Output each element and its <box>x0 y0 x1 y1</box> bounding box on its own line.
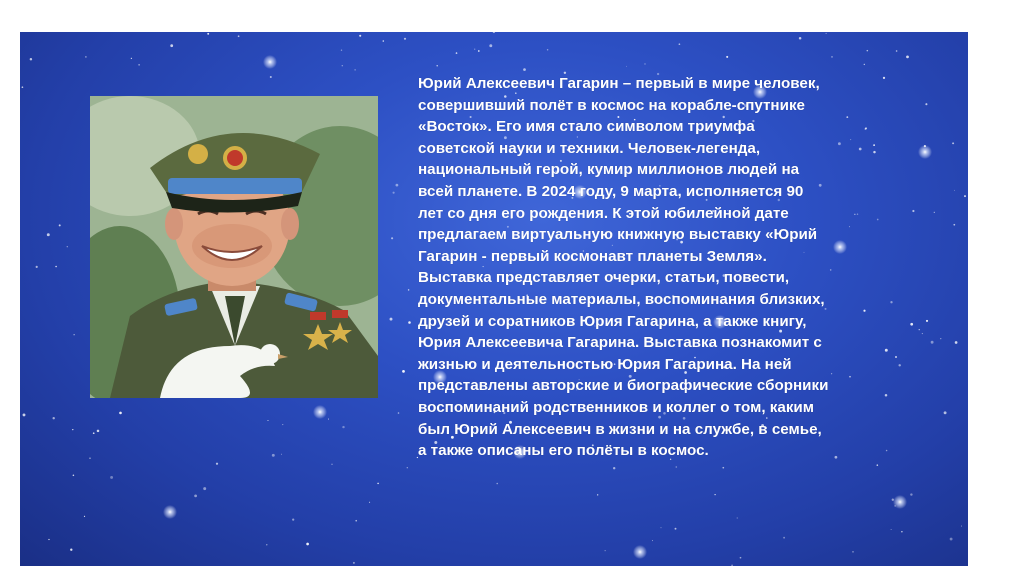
star <box>891 529 892 530</box>
star <box>306 543 309 546</box>
star <box>493 32 495 33</box>
presentation-slide <box>20 32 968 566</box>
star <box>864 64 865 65</box>
star <box>30 58 32 60</box>
star <box>281 454 282 455</box>
star <box>675 466 677 468</box>
star <box>613 467 615 469</box>
description-line: а также описаны его полёты в космос. <box>418 442 709 460</box>
star <box>952 142 954 144</box>
star <box>831 56 833 58</box>
star <box>353 562 355 564</box>
star <box>355 520 357 522</box>
star <box>626 66 627 67</box>
star <box>354 69 355 70</box>
star <box>954 190 955 191</box>
description-line: жизнью и деятельностью Юрия Гагарина. На ней <box>418 355 792 373</box>
star <box>877 464 879 466</box>
star <box>70 549 72 551</box>
star <box>922 333 923 334</box>
star <box>72 429 73 430</box>
star <box>73 475 75 477</box>
star <box>496 483 498 485</box>
star <box>912 210 914 212</box>
star <box>547 49 549 51</box>
star <box>48 539 49 540</box>
star <box>53 417 55 419</box>
star <box>383 40 385 42</box>
gagarin-portrait-photo <box>90 96 378 398</box>
star <box>886 450 888 452</box>
description-line: Гагарин - первый космонавт планеты Земля». <box>418 247 767 265</box>
star <box>238 35 240 37</box>
bright-star <box>918 145 932 159</box>
star <box>268 420 269 421</box>
star <box>679 43 681 45</box>
star <box>961 526 962 527</box>
star <box>931 341 934 344</box>
star <box>22 86 24 88</box>
description-line: Выставка представляет очерки, статьи, повести, <box>418 269 790 287</box>
star <box>408 289 410 291</box>
star <box>331 464 332 465</box>
star <box>910 323 913 326</box>
star <box>926 320 928 322</box>
star <box>523 68 526 71</box>
star <box>84 516 85 517</box>
star <box>59 224 61 226</box>
star <box>203 487 206 490</box>
star <box>714 494 715 495</box>
star <box>731 565 733 566</box>
description-line: воспоминаний родственников и коллег о том, каким <box>418 398 814 416</box>
star <box>783 537 785 539</box>
star <box>328 419 329 420</box>
bright-star <box>313 405 327 419</box>
star <box>170 44 173 47</box>
bright-star <box>263 55 277 69</box>
star <box>883 77 885 79</box>
description-line: лет со дня его рождения. К этой юбилейной дате <box>418 204 789 222</box>
description-line: был Юрий Алексеевич в жизни и на службе, в семье, <box>418 420 822 438</box>
star <box>369 502 370 503</box>
star <box>726 56 728 58</box>
description-line: представлены авторские и биографические сборники <box>418 377 829 395</box>
star <box>85 56 87 58</box>
star <box>852 551 853 552</box>
star <box>138 64 139 65</box>
bright-star <box>163 505 177 519</box>
star <box>885 349 888 352</box>
description-line: друзей и соратников Юрия Гагарина, а также книгу, <box>418 312 807 330</box>
star <box>890 301 892 303</box>
star <box>194 495 197 498</box>
star <box>391 237 393 239</box>
star <box>89 457 91 459</box>
star <box>919 329 920 330</box>
description-line: Юрий Алексеевич Гагарин – первый в мире человек, <box>418 75 820 92</box>
star <box>402 370 405 373</box>
star <box>396 184 399 187</box>
star <box>901 531 902 532</box>
star <box>216 463 218 465</box>
star <box>652 540 653 541</box>
description-line: совершивший полёт в космос на корабле-спутнике <box>418 96 805 114</box>
star <box>474 49 475 50</box>
star <box>119 412 122 415</box>
star <box>950 538 953 541</box>
star <box>925 103 927 105</box>
star <box>934 212 935 213</box>
star <box>93 432 95 434</box>
star <box>644 63 645 64</box>
star <box>436 65 437 66</box>
gagarin-description-text <box>418 73 880 462</box>
description-line: «Восток». Его имя стало символом триумфа <box>418 118 755 136</box>
star <box>47 233 50 236</box>
star <box>953 224 955 226</box>
star <box>266 544 267 545</box>
description-line: документальные материалы, воспоминания близких, <box>418 290 825 308</box>
star <box>342 426 344 428</box>
star <box>799 37 802 40</box>
star <box>131 58 132 59</box>
star <box>36 266 38 268</box>
star <box>404 38 406 40</box>
star <box>944 411 947 414</box>
star <box>906 56 909 59</box>
star <box>867 50 869 52</box>
star <box>398 412 400 414</box>
description-line: Юрия Алексеевича Гагарина. Выставка познакомит с <box>418 334 822 352</box>
star <box>456 52 458 54</box>
star <box>898 364 900 366</box>
star <box>67 246 68 247</box>
star <box>661 527 662 528</box>
star <box>270 76 272 78</box>
star <box>207 33 209 35</box>
star <box>895 356 897 358</box>
star <box>885 394 888 397</box>
star <box>489 44 492 47</box>
star <box>408 321 411 324</box>
star <box>407 467 408 468</box>
star <box>597 494 598 495</box>
star <box>478 50 480 52</box>
star <box>722 467 724 469</box>
star <box>292 519 294 521</box>
star <box>737 518 738 519</box>
star <box>390 318 393 321</box>
star <box>359 35 361 37</box>
star <box>97 430 100 433</box>
star <box>74 334 75 335</box>
bright-star <box>633 545 647 559</box>
star <box>896 50 898 52</box>
star <box>605 550 606 551</box>
description-line: советской науки и техники. Человек-легенда, <box>418 139 761 157</box>
star <box>675 528 677 530</box>
portrait-photo-icon <box>90 96 378 398</box>
star <box>377 483 379 485</box>
description-line: национальный герой, кумир миллионов людей на <box>418 161 800 179</box>
star <box>272 454 275 457</box>
star <box>110 476 113 479</box>
star <box>826 33 827 34</box>
star <box>910 493 912 495</box>
star <box>342 65 343 66</box>
star <box>55 266 57 268</box>
description-line: всей планете. В 2024 году, 9 марта, исполняется 90 <box>418 182 804 200</box>
star <box>393 192 395 194</box>
star <box>955 341 958 344</box>
description-line: предлагаем виртуальную книжную выставку «Юрий <box>418 226 818 244</box>
star <box>740 557 742 559</box>
star <box>341 50 342 51</box>
bright-star <box>893 495 907 509</box>
star <box>23 413 26 416</box>
star <box>940 338 941 339</box>
star <box>282 424 283 425</box>
star <box>964 195 966 197</box>
